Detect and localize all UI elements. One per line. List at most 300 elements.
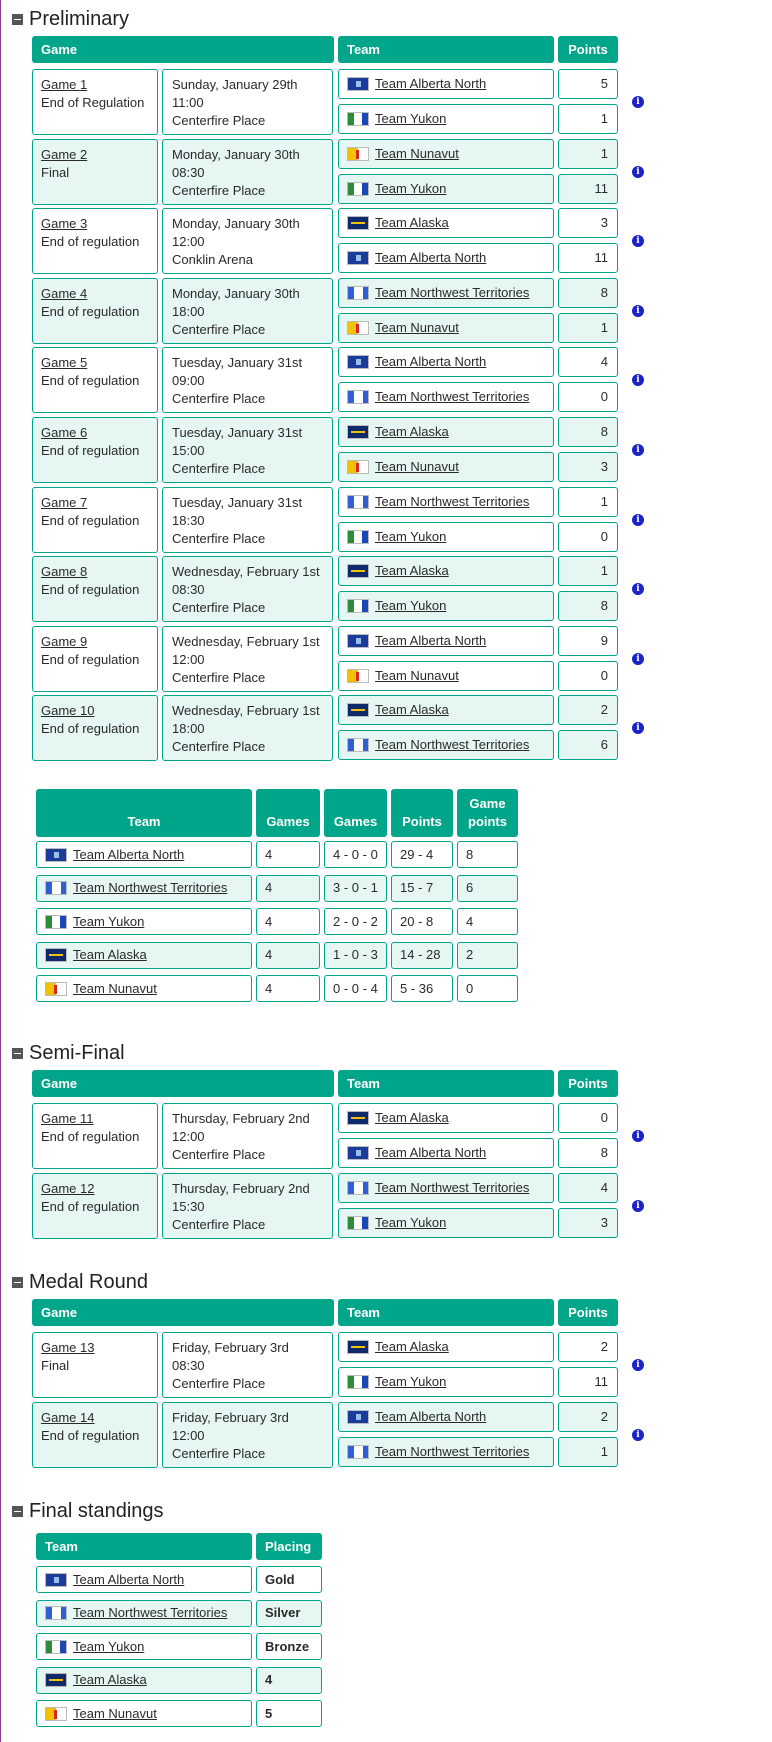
team-cell bbox=[338, 452, 554, 482]
final-placing: Silver bbox=[256, 1600, 322, 1627]
team-cell bbox=[338, 1138, 554, 1168]
team-link[interactable]: Team Yukon bbox=[375, 1374, 447, 1389]
game-info-cell bbox=[32, 1402, 158, 1468]
team-cell bbox=[338, 591, 554, 621]
final-placing-header: Placing bbox=[256, 1533, 322, 1560]
game-link[interactable]: Game 7 bbox=[41, 494, 88, 510]
team-cell bbox=[338, 243, 554, 273]
team-link[interactable]: Team Northwest Territories bbox=[375, 284, 530, 300]
standings-points: 15 - 7 bbox=[391, 875, 453, 902]
team-points: 5 bbox=[558, 69, 618, 99]
game-date: Tuesday, January 31st bbox=[172, 425, 303, 440]
team-cell bbox=[338, 313, 554, 343]
game-info-cell bbox=[32, 556, 158, 622]
nunavut-flag-icon bbox=[347, 669, 369, 683]
game-schedule-cell bbox=[162, 1332, 333, 1398]
collapse-toggle-icon[interactable] bbox=[12, 1277, 23, 1288]
alaska-flag-icon bbox=[347, 703, 369, 717]
game-schedule-cell bbox=[162, 1173, 333, 1239]
team-cell bbox=[338, 730, 554, 760]
team-link[interactable]: Team Yukon bbox=[375, 528, 447, 544]
team-points: 11 bbox=[558, 243, 618, 273]
game-info-cell bbox=[32, 487, 158, 553]
team-link[interactable]: Team Nunavut bbox=[73, 980, 157, 996]
standings-games: 4 bbox=[256, 875, 320, 902]
team-points: 0 bbox=[558, 522, 618, 552]
collapse-toggle-icon[interactable] bbox=[12, 1506, 23, 1517]
game-venue: Centerfire Place bbox=[172, 1216, 266, 1232]
game-date: Wednesday, February 1st bbox=[172, 564, 320, 580]
alberta-north-flag-icon bbox=[347, 77, 369, 91]
team-link[interactable]: Team Nunavut bbox=[375, 145, 459, 161]
standings-points: 29 - 4 bbox=[391, 841, 453, 868]
nunavut-flag-icon bbox=[45, 1707, 67, 1721]
standings-header-games: Games bbox=[256, 789, 320, 837]
game-schedule-cell bbox=[162, 417, 333, 483]
game-date: Monday, January 30th bbox=[172, 285, 300, 301]
game-info-cell bbox=[32, 1103, 158, 1169]
standings-record: 1 - 0 - 3 bbox=[324, 942, 387, 969]
final-team-cell bbox=[36, 1566, 252, 1593]
standings-team-cell bbox=[36, 942, 252, 969]
final-team-header: Team bbox=[36, 1533, 252, 1560]
nunavut-flag-icon bbox=[347, 460, 369, 474]
alberta-north-flag-icon bbox=[347, 634, 369, 648]
standings-games: 4 bbox=[256, 942, 320, 969]
team-cell bbox=[338, 417, 554, 447]
alberta-north-flag-icon bbox=[347, 1146, 369, 1160]
game-venue: Centerfire Place bbox=[172, 182, 266, 198]
game-link[interactable]: Game 3 bbox=[41, 216, 88, 232]
team-points: 2 bbox=[558, 1332, 618, 1362]
team-link[interactable]: Team Alberta North bbox=[375, 250, 487, 266]
team-cell bbox=[338, 1332, 554, 1362]
section-title: Final standings bbox=[29, 1500, 164, 1522]
team-points: 8 bbox=[558, 278, 618, 308]
team-cell bbox=[338, 522, 554, 552]
team-link[interactable]: Team Yukon bbox=[375, 111, 447, 126]
final-team-cell bbox=[36, 1700, 252, 1727]
team-cell bbox=[338, 278, 554, 308]
northwest-territories-flag-icon bbox=[347, 390, 369, 404]
standings-points: 14 - 28 bbox=[391, 942, 453, 969]
alberta-north-flag-icon bbox=[45, 1573, 67, 1587]
info-icon[interactable]: i bbox=[632, 235, 644, 247]
info-icon[interactable]: i bbox=[632, 1359, 644, 1371]
team-cell bbox=[338, 208, 554, 238]
team-points: 0 bbox=[558, 1103, 618, 1133]
yukon-flag-icon bbox=[347, 599, 369, 613]
team-link[interactable]: Team Yukon bbox=[73, 1638, 145, 1654]
alaska-flag-icon bbox=[45, 1673, 67, 1687]
team-link[interactable]: Team Alaska bbox=[375, 1110, 449, 1125]
game-time: 08:30 bbox=[172, 1358, 205, 1373]
standings-game-points: 8 bbox=[457, 841, 518, 868]
game-link[interactable]: Game 9 bbox=[41, 633, 88, 649]
final-team-cell bbox=[36, 1600, 252, 1627]
game-link[interactable]: Game 10 bbox=[41, 703, 95, 719]
team-cell bbox=[338, 661, 554, 691]
info-icon[interactable]: i bbox=[632, 96, 644, 108]
northwest-territories-flag-icon bbox=[347, 738, 369, 752]
game-venue: Centerfire Place bbox=[172, 391, 266, 407]
team-link[interactable]: Team Alaska bbox=[375, 702, 449, 718]
team-cell bbox=[338, 174, 554, 204]
yukon-flag-icon bbox=[347, 182, 369, 196]
team-points: 1 bbox=[558, 104, 618, 134]
team-points: 2 bbox=[558, 1402, 618, 1432]
standings-record: 4 - 0 - 0 bbox=[324, 841, 387, 868]
game-time: 18:00 bbox=[172, 721, 205, 737]
game-link[interactable]: Game 1 bbox=[41, 77, 88, 92]
northwest-territories-flag-icon bbox=[347, 286, 369, 300]
team-cell bbox=[338, 1367, 554, 1397]
team-link[interactable]: Team Alaska bbox=[73, 1672, 147, 1687]
team-points: 1 bbox=[558, 313, 618, 343]
points-column-header: Points bbox=[558, 1070, 618, 1097]
team-points: 3 bbox=[558, 1208, 618, 1238]
team-link[interactable]: Team Nunavut bbox=[375, 319, 459, 335]
game-info-cell bbox=[32, 139, 158, 205]
game-venue: Centerfire Place bbox=[172, 1147, 266, 1162]
team-link[interactable]: Team Alberta North bbox=[375, 1145, 487, 1160]
game-date: Wednesday, February 1st bbox=[172, 703, 320, 719]
team-cell bbox=[338, 556, 554, 586]
section-header-medal-round bbox=[12, 1271, 148, 1294]
game-time: 12:00 bbox=[172, 234, 205, 250]
final-placing: Gold bbox=[256, 1566, 322, 1593]
team-link[interactable]: Team Alberta North bbox=[73, 846, 185, 862]
game-date: Monday, January 30th bbox=[172, 146, 300, 162]
game-status: End of regulation bbox=[41, 651, 140, 667]
alberta-north-flag-icon bbox=[347, 1410, 369, 1424]
game-info-cell bbox=[32, 1173, 158, 1239]
final-placing: 5 bbox=[256, 1700, 322, 1727]
game-status: End of regulation bbox=[41, 1198, 140, 1214]
game-time: 08:30 bbox=[172, 164, 205, 180]
alberta-north-flag-icon bbox=[347, 251, 369, 265]
team-link[interactable]: Team Northwest Territories bbox=[73, 880, 228, 895]
game-date: Friday, February 3rd bbox=[172, 1409, 289, 1425]
game-schedule-cell bbox=[162, 139, 333, 205]
game-venue: Centerfire Place bbox=[172, 321, 266, 337]
game-link[interactable]: Game 12 bbox=[41, 1180, 95, 1196]
game-info-cell bbox=[32, 278, 158, 344]
collapse-toggle-icon[interactable] bbox=[12, 1048, 23, 1059]
team-link[interactable]: Team Alberta North bbox=[375, 632, 487, 648]
team-column-header: Team bbox=[338, 36, 554, 63]
section-title: Preliminary bbox=[29, 8, 130, 30]
yukon-flag-icon bbox=[347, 1216, 369, 1230]
game-link[interactable]: Game 13 bbox=[41, 1340, 95, 1355]
game-info-cell bbox=[32, 1332, 158, 1398]
info-icon[interactable]: i bbox=[632, 166, 644, 178]
standings-team-cell bbox=[36, 975, 252, 1002]
standings-games: 4 bbox=[256, 841, 320, 868]
game-venue: Centerfire Place bbox=[172, 113, 266, 128]
game-venue: Centerfire Place bbox=[172, 530, 266, 546]
standings-record: 3 - 0 - 1 bbox=[324, 875, 387, 902]
team-cell bbox=[338, 487, 554, 517]
standings-game-points: 0 bbox=[457, 975, 518, 1002]
game-info-cell bbox=[32, 417, 158, 483]
points-column-header: Points bbox=[558, 36, 618, 63]
alaska-flag-icon bbox=[45, 948, 67, 962]
team-link[interactable]: Team Alaska bbox=[73, 947, 147, 962]
team-points: 2 bbox=[558, 695, 618, 725]
team-column-header: Team bbox=[338, 1299, 554, 1326]
game-time: 18:30 bbox=[172, 512, 205, 528]
game-time: 09:00 bbox=[172, 373, 205, 389]
game-schedule-cell bbox=[162, 487, 333, 553]
standings-points: 20 - 8 bbox=[391, 908, 453, 935]
standings-games: 4 bbox=[256, 908, 320, 935]
team-link[interactable]: Team Northwest Territories bbox=[375, 493, 530, 509]
game-venue: Conklin Arena bbox=[172, 252, 253, 268]
team-cell bbox=[338, 347, 554, 377]
team-points: 11 bbox=[558, 1367, 618, 1397]
alaska-flag-icon bbox=[347, 1111, 369, 1125]
info-icon[interactable]: i bbox=[632, 1130, 644, 1142]
alaska-flag-icon bbox=[347, 1340, 369, 1354]
team-link[interactable]: Team Northwest Territories bbox=[375, 1179, 530, 1195]
game-info-cell bbox=[32, 347, 158, 413]
team-link[interactable]: Team Alaska bbox=[375, 215, 449, 231]
game-link[interactable]: Game 5 bbox=[41, 355, 88, 371]
team-points: 4 bbox=[558, 347, 618, 377]
standings-game-points: 4 bbox=[457, 908, 518, 935]
team-points: 8 bbox=[558, 417, 618, 447]
game-venue: Centerfire Place bbox=[172, 669, 266, 685]
alaska-flag-icon bbox=[347, 425, 369, 439]
game-schedule-cell bbox=[162, 208, 333, 274]
standings-team-cell bbox=[36, 841, 252, 868]
game-link[interactable]: Game 4 bbox=[41, 285, 88, 301]
team-cell bbox=[338, 1437, 554, 1467]
team-points: 3 bbox=[558, 452, 618, 482]
team-link[interactable]: Team Northwest Territories bbox=[375, 737, 530, 753]
game-link[interactable]: Game 8 bbox=[41, 564, 88, 580]
alaska-flag-icon bbox=[347, 564, 369, 578]
game-time: 12:00 bbox=[172, 1427, 205, 1443]
section-header-final-standings bbox=[12, 1500, 164, 1523]
team-link[interactable]: Team Northwest Territories bbox=[73, 1605, 228, 1620]
team-link[interactable]: Team Yukon bbox=[375, 598, 447, 614]
standings-header-record: Games bbox=[324, 789, 387, 837]
game-schedule-cell bbox=[162, 347, 333, 413]
standings-team-cell bbox=[36, 908, 252, 935]
team-points: 0 bbox=[558, 661, 618, 691]
team-points: 1 bbox=[558, 1437, 618, 1467]
game-status: End of regulation bbox=[41, 512, 140, 528]
northwest-territories-flag-icon bbox=[347, 1445, 369, 1459]
team-points: 11 bbox=[558, 174, 618, 204]
team-cell bbox=[338, 1103, 554, 1133]
team-link[interactable]: Team Alaska bbox=[375, 563, 449, 579]
team-cell bbox=[338, 1208, 554, 1238]
team-points: 6 bbox=[558, 730, 618, 760]
game-schedule-cell bbox=[162, 278, 333, 344]
nunavut-flag-icon bbox=[347, 321, 369, 335]
team-link[interactable]: Team Alberta North bbox=[375, 354, 487, 370]
game-date: Tuesday, January 31st bbox=[172, 355, 303, 371]
game-status: End of regulation bbox=[41, 234, 140, 250]
team-link[interactable]: Team Nunavut bbox=[375, 667, 459, 683]
game-status: End of regulation bbox=[41, 303, 140, 319]
final-placing: 4 bbox=[256, 1667, 322, 1694]
game-time: 15:00 bbox=[172, 443, 205, 458]
nunavut-flag-icon bbox=[45, 982, 67, 996]
team-link[interactable]: Team Yukon bbox=[375, 1214, 447, 1230]
team-cell bbox=[338, 1173, 554, 1203]
game-time: 12:00 bbox=[172, 651, 205, 667]
info-icon[interactable]: i bbox=[632, 1200, 644, 1212]
team-points: 8 bbox=[558, 1138, 618, 1168]
team-points: 8 bbox=[558, 591, 618, 621]
info-icon[interactable]: i bbox=[632, 374, 644, 386]
game-date: Sunday, January 29th bbox=[172, 77, 298, 92]
game-status: End of regulation bbox=[41, 373, 140, 389]
game-column-header: Game bbox=[32, 36, 334, 63]
game-time: 18:00 bbox=[172, 303, 205, 319]
alberta-north-flag-icon bbox=[45, 848, 67, 862]
team-cell bbox=[338, 69, 554, 99]
game-status: End of regulation bbox=[41, 721, 140, 737]
game-link[interactable]: Game 2 bbox=[41, 146, 88, 162]
game-venue: Centerfire Place bbox=[172, 1445, 266, 1461]
game-schedule-cell bbox=[162, 69, 333, 135]
game-time: 08:30 bbox=[172, 582, 205, 598]
game-schedule-cell bbox=[162, 626, 333, 692]
game-info-cell bbox=[32, 69, 158, 135]
info-icon[interactable]: i bbox=[632, 444, 644, 456]
yukon-flag-icon bbox=[45, 1640, 67, 1654]
northwest-territories-flag-icon bbox=[45, 1606, 67, 1620]
game-schedule-cell bbox=[162, 1402, 333, 1468]
game-date: Tuesday, January 31st bbox=[172, 494, 303, 510]
game-status: End of regulation bbox=[41, 1427, 140, 1443]
game-status: Final bbox=[41, 1358, 70, 1373]
alberta-north-flag-icon bbox=[347, 355, 369, 369]
info-icon[interactable]: i bbox=[632, 1429, 644, 1441]
info-icon[interactable]: i bbox=[632, 514, 644, 526]
collapse-toggle-icon[interactable] bbox=[12, 14, 23, 25]
northwest-territories-flag-icon bbox=[347, 495, 369, 509]
team-cell bbox=[338, 382, 554, 412]
final-team-cell bbox=[36, 1667, 252, 1694]
game-info-cell bbox=[32, 695, 158, 761]
team-link[interactable]: Team Alaska bbox=[375, 1339, 449, 1354]
standings-header-game-points: Game points bbox=[457, 789, 518, 837]
game-info-cell bbox=[32, 208, 158, 274]
standings-team-cell bbox=[36, 875, 252, 902]
game-status: End of regulation bbox=[41, 582, 140, 598]
team-cell bbox=[338, 626, 554, 656]
team-points: 1 bbox=[558, 139, 618, 169]
info-icon[interactable]: i bbox=[632, 583, 644, 595]
team-link[interactable]: Team Alberta North bbox=[375, 76, 487, 91]
team-link[interactable]: Team Alberta North bbox=[73, 1571, 185, 1587]
section-title: Medal Round bbox=[29, 1271, 148, 1293]
points-column-header: Points bbox=[558, 1299, 618, 1326]
nunavut-flag-icon bbox=[347, 147, 369, 161]
game-status: End of regulation bbox=[41, 443, 140, 458]
team-link[interactable]: Team Northwest Territories bbox=[375, 1443, 530, 1459]
yukon-flag-icon bbox=[45, 915, 67, 929]
team-points: 4 bbox=[558, 1173, 618, 1203]
yukon-flag-icon bbox=[347, 1375, 369, 1389]
northwest-territories-flag-icon bbox=[347, 1181, 369, 1195]
standings-header-team: Team bbox=[36, 789, 252, 837]
team-link[interactable]: Team Yukon bbox=[375, 180, 447, 196]
section-header-semi-final bbox=[12, 1042, 125, 1065]
game-time: 15:30 bbox=[172, 1198, 205, 1214]
team-link[interactable]: Team Nunavut bbox=[73, 1705, 157, 1721]
game-venue: Centerfire Place bbox=[172, 461, 266, 476]
game-column-header: Game bbox=[32, 1070, 334, 1097]
team-link[interactable]: Team Alaska bbox=[375, 424, 449, 439]
standings-points: 5 - 36 bbox=[391, 975, 453, 1002]
standings-game-points: 6 bbox=[457, 875, 518, 902]
game-link[interactable]: Game 14 bbox=[41, 1409, 95, 1425]
game-time: 11:00 bbox=[172, 95, 204, 110]
game-venue: Centerfire Place bbox=[172, 600, 266, 616]
northwest-territories-flag-icon bbox=[45, 881, 67, 895]
game-date: Friday, February 3rd bbox=[172, 1340, 289, 1355]
team-column-header: Team bbox=[338, 1070, 554, 1097]
game-status: Final bbox=[41, 164, 70, 180]
team-points: 9 bbox=[558, 626, 618, 656]
final-team-cell bbox=[36, 1633, 252, 1660]
game-info-cell bbox=[32, 626, 158, 692]
game-schedule-cell bbox=[162, 556, 333, 622]
standings-header-points: Points bbox=[391, 789, 453, 837]
alaska-flag-icon bbox=[347, 216, 369, 230]
game-status: End of Regulation bbox=[41, 95, 145, 110]
standings-game-points: 2 bbox=[457, 942, 518, 969]
team-link[interactable]: Team Northwest Territories bbox=[375, 389, 530, 405]
standings-record: 0 - 0 - 4 bbox=[324, 975, 387, 1002]
game-status: End of regulation bbox=[41, 1129, 140, 1144]
team-points: 1 bbox=[558, 556, 618, 586]
info-icon[interactable]: i bbox=[632, 305, 644, 317]
team-link[interactable]: Team Yukon bbox=[73, 913, 145, 929]
team-points: 3 bbox=[558, 208, 618, 238]
team-points: 0 bbox=[558, 382, 618, 412]
game-schedule-cell bbox=[162, 1103, 333, 1169]
team-cell bbox=[338, 139, 554, 169]
standings-games: 4 bbox=[256, 975, 320, 1002]
game-link[interactable]: Game 6 bbox=[41, 425, 88, 440]
game-date: Thursday, February 2nd bbox=[172, 1111, 310, 1126]
section-title: Semi-Final bbox=[29, 1042, 125, 1064]
info-icon[interactable]: i bbox=[632, 653, 644, 665]
game-venue: Centerfire Place bbox=[172, 1376, 266, 1391]
team-link[interactable]: Team Alberta North bbox=[375, 1408, 487, 1424]
team-points: 1 bbox=[558, 487, 618, 517]
game-column-header: Game bbox=[32, 1299, 334, 1326]
game-date: Wednesday, February 1st bbox=[172, 633, 320, 649]
game-venue: Centerfire Place bbox=[172, 739, 266, 755]
team-link[interactable]: Team Nunavut bbox=[375, 459, 459, 474]
section-header-preliminary bbox=[12, 8, 129, 31]
yukon-flag-icon bbox=[347, 112, 369, 126]
game-link[interactable]: Game 11 bbox=[41, 1111, 94, 1126]
final-placing: Bronze bbox=[256, 1633, 322, 1660]
standings-record: 2 - 0 - 2 bbox=[324, 908, 387, 935]
yukon-flag-icon bbox=[347, 530, 369, 544]
info-icon[interactable]: i bbox=[632, 722, 644, 734]
